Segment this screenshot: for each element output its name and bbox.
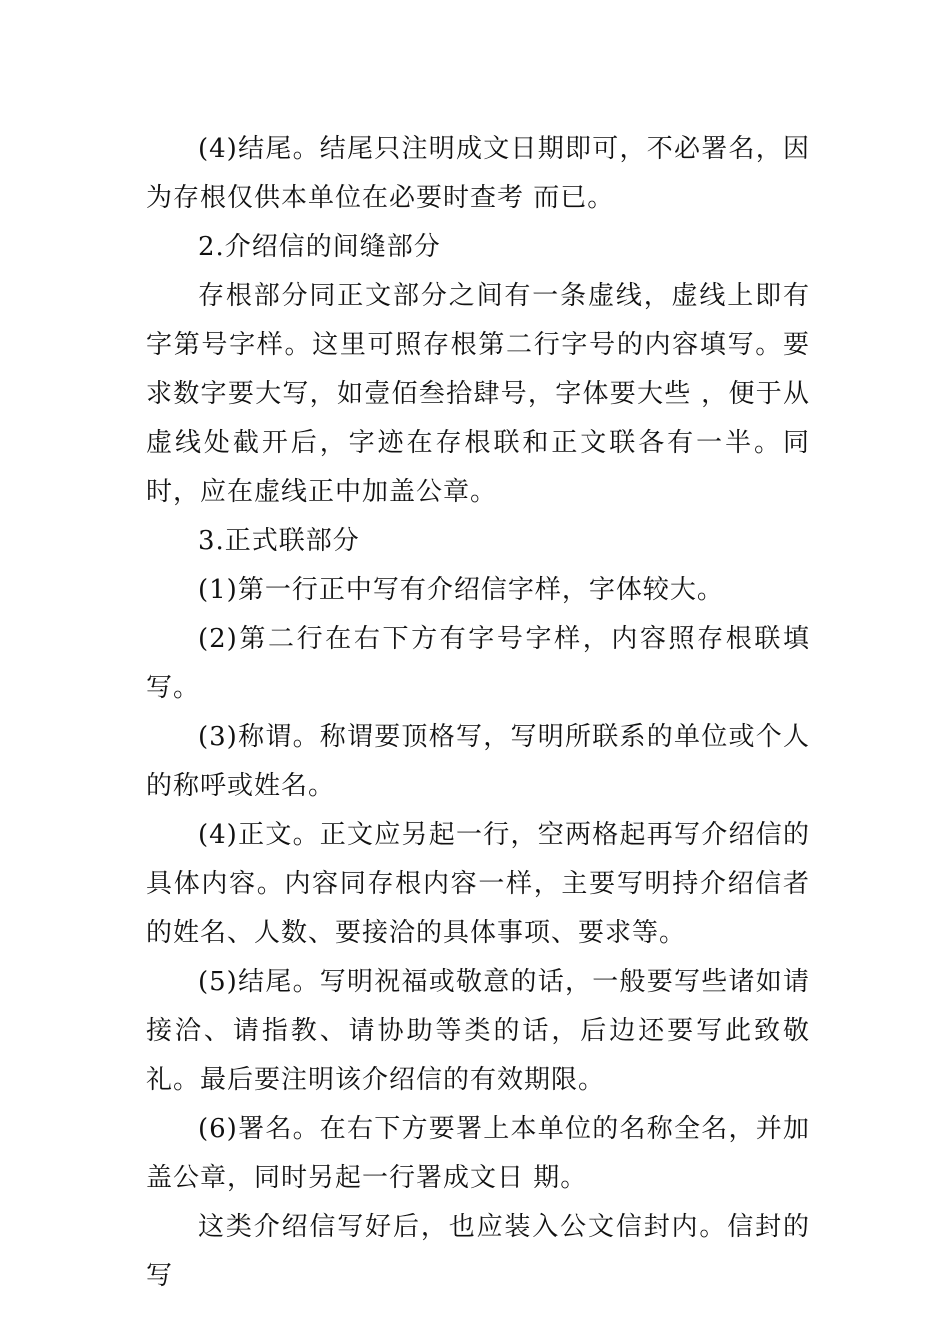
paragraph-seam-description: 存根部分同正文部分之间有一条虚线，虚线上即有字第号字样。这里可照存根第二行字号的内容填写。要求数字要大写，如壹佰叁拾肆号，字体要大些 ，便于从虚线处截开后，字迹在存根联和正文联各有一半。同时，应在虚线正中加盖公章。 — [146, 281, 810, 507]
paragraph-salutation: (3)称谓。称谓要顶格写，写明所联系的单位或个人的称呼或姓名。 — [146, 722, 810, 801]
heading-formal-section: 3.正式联部分 — [198, 526, 360, 556]
paragraph-envelope: 这类介绍信写好后，也应装入公文信封内。信封的写 — [146, 1212, 810, 1291]
paragraph-first-line: (1)第一行正中写有介绍信字样，字体较大。 — [198, 575, 724, 605]
paragraph-signature: (6)署名。在右下方要署上本单位的名称全名，并加盖公章，同时另起一行署成文日 期。 — [146, 1114, 810, 1193]
paragraph-stub-ending: (4)结尾。结尾只注明成文日期即可，不必署名，因为存根仅供本单位在必要时查考 而已。 — [146, 134, 810, 213]
paragraph-body-text: (4)正文。正文应另起一行，空两格起再写介绍信的具体内容。内容同存根内容一样，主要写明持介绍信者的姓名、人数、要接洽的具体事项、要求等。 — [146, 820, 810, 948]
heading-seam-section: 2.介绍信的间缝部分 — [198, 232, 441, 262]
document-body — [146, 125, 810, 1301]
paragraph-second-line: (2)第二行在右下方有字号字样，内容照存根联填写。 — [146, 624, 810, 703]
paragraph-closing: (5)结尾。写明祝福或敬意的话，一般要写些诸如请接洽、请指教、请协助等类的话，后边还要写此致敬礼。最后要注明该介绍信的有效期限。 — [146, 967, 810, 1095]
